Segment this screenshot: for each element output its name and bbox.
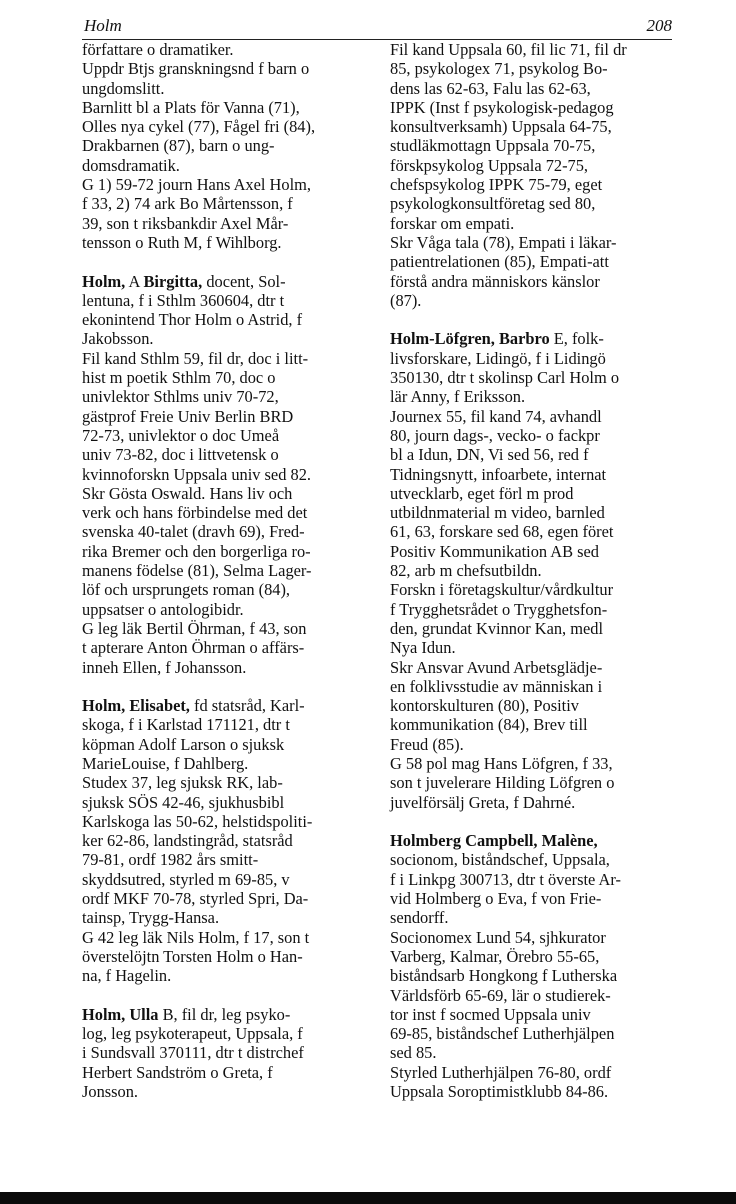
text-line xyxy=(390,908,690,927)
line-text: livsforskare, Lidingö, f i Lidingö xyxy=(390,348,606,368)
text-line xyxy=(390,503,690,522)
text-line xyxy=(82,407,382,426)
text-line xyxy=(390,484,690,503)
text-line xyxy=(82,1024,382,1043)
line-text: B, fil dr, leg psyko- xyxy=(158,1004,291,1024)
entry-separator xyxy=(390,812,690,831)
text-line xyxy=(82,928,382,947)
line-text: verk och hans förbindelse med det xyxy=(82,503,308,523)
line-text: Socionomex Lund 54, sjhkurator xyxy=(390,927,606,947)
line-text: tor inst f socmed Uppsala univ xyxy=(390,1004,591,1024)
text-line xyxy=(390,928,690,947)
text-line xyxy=(390,465,690,484)
line-text: (87). xyxy=(390,290,422,310)
line-text: i Sundsvall 370111, dtr t distrchef xyxy=(82,1043,304,1063)
text-line xyxy=(82,291,382,310)
line-text: kvinnoforskn Uppsala univ sed 82. xyxy=(82,464,311,484)
line-text: författare o dramatiker. xyxy=(82,40,234,59)
line-text: psykologkonsultföretag sed 80, xyxy=(390,194,596,214)
text-line xyxy=(82,1043,382,1062)
text-line xyxy=(82,484,382,503)
line-text: biståndsarb Hongkong f Lutherska xyxy=(390,966,618,986)
text-line xyxy=(390,850,690,869)
line-text: lentuna, f i Sthlm 360604, dtr t xyxy=(82,290,285,310)
line-text: Freud (85). xyxy=(390,734,464,754)
text-line xyxy=(390,136,690,155)
line-text: inneh Ellen, f Johansson. xyxy=(82,657,247,677)
text-line xyxy=(82,619,382,638)
running-header xyxy=(82,14,672,40)
line-text: na, f Hagelin. xyxy=(82,966,172,986)
text-line xyxy=(390,1043,690,1062)
line-text: Styrled Lutherhjälpen 76-80, ordf xyxy=(390,1062,612,1082)
text-line xyxy=(82,136,382,155)
line-text: ekonintend Thor Holm o Astrid, f xyxy=(82,310,303,330)
line-text: IPPK (Inst f psykologisk-pedagog xyxy=(390,97,614,117)
line-text: ungdomslitt. xyxy=(82,78,165,98)
text-line xyxy=(390,600,690,619)
entry-separator xyxy=(390,310,690,329)
line-text: hist m poetik Sthlm 70, doc o xyxy=(82,368,276,388)
text-line xyxy=(82,542,382,561)
line-text: förskpsykolog Uppsala 72-75, xyxy=(390,155,589,175)
line-text: bl a Idun, DN, Vi sed 56, red f xyxy=(390,445,589,465)
line-text: dens las 62-63, Falu las 62-63, xyxy=(390,78,591,98)
text-line xyxy=(82,156,382,175)
line-text: Uppsala Soroptimistklubb 84-86. xyxy=(390,1082,609,1102)
text-line xyxy=(390,349,690,368)
scan-bottom-edge xyxy=(0,1192,736,1204)
line-text: log, leg psykoterapeut, Uppsala, f xyxy=(82,1024,303,1044)
line-text: ordf MKF 70-78, styrled Spri, Da- xyxy=(82,889,309,909)
line-text: Fil kand Uppsala 60, fil lic 71, fil dr xyxy=(390,40,627,59)
line-text: patientrelationen (85), Empati-att xyxy=(390,252,609,272)
text-line xyxy=(82,465,382,484)
line-text: 80, journ dags-, vecko- o fackpr xyxy=(390,425,600,445)
text-line xyxy=(390,426,690,445)
text-line xyxy=(390,445,690,464)
text-line xyxy=(82,272,382,291)
line-text: förstå andra människors känslor xyxy=(390,271,600,291)
line-text: univlektor Sthlms univ 70-72, xyxy=(82,387,279,407)
line-text: t apterare Anton Öhrman o affärs- xyxy=(82,638,305,658)
text-line xyxy=(82,59,382,78)
line-text: lär Anny, f Eriksson. xyxy=(390,387,526,407)
text-line xyxy=(82,98,382,117)
text-line xyxy=(390,272,690,291)
line-text: son t juvelerare Hilding Löfgren o xyxy=(390,773,615,793)
line-text: Drakbarnen (87), barn o ung- xyxy=(82,136,275,156)
text-line xyxy=(82,1063,382,1082)
text-line xyxy=(390,715,690,734)
text-line xyxy=(390,658,690,677)
line-text: sed 85. xyxy=(390,1043,437,1063)
text-line xyxy=(82,850,382,869)
line-text: Forskn i företagskultur/vårdkultur xyxy=(390,580,614,600)
text-line xyxy=(82,426,382,445)
text-line xyxy=(390,59,690,78)
line-text: Skr Gösta Oswald. Hans liv och xyxy=(82,483,293,503)
line-text: juvelförsälj Greta, f Dahrné. xyxy=(390,792,576,812)
text-line xyxy=(390,1005,690,1024)
line-text: 72-73, univlektor o doc Umeå xyxy=(82,425,280,445)
line-text: 350130, dtr t skolinsp Carl Holm o xyxy=(390,368,620,388)
line-text: rika Bremer och den borgerliga ro- xyxy=(82,541,311,561)
line-text: gästprof Freie Univ Berlin BRD xyxy=(82,406,294,426)
text-line xyxy=(390,175,690,194)
line-text: A xyxy=(125,271,144,291)
text-line xyxy=(82,503,382,522)
line-text: en folklivsstudie av människan i xyxy=(390,676,603,696)
line-text: sendorff. xyxy=(390,908,449,928)
line-text: 69-85, biståndschef Lutherhjälpen xyxy=(390,1024,615,1044)
text-line xyxy=(390,696,690,715)
line-text: uppsatser o antologibidr. xyxy=(82,599,244,619)
text-line xyxy=(390,986,690,1005)
left-column xyxy=(82,40,382,1101)
line-text: Journex 55, fil kand 74, avhandl xyxy=(390,406,602,426)
line-text: överstelöjtn Torsten Holm o Han- xyxy=(82,946,303,966)
text-line xyxy=(82,387,382,406)
text-line xyxy=(390,966,690,985)
line-text: G 58 pol mag Hans Löfgren, f 33, xyxy=(390,753,613,773)
text-line xyxy=(82,368,382,387)
line-text: svenska 40-talet (dravh 69), Fred- xyxy=(82,522,305,542)
text-line xyxy=(82,561,382,580)
line-text: MarieLouise, f Dahlberg. xyxy=(82,753,249,773)
text-line xyxy=(82,1082,382,1101)
line-text: manens födelse (81), Selma Lager- xyxy=(82,561,312,581)
line-text: utvecklarb, eget förl m prod xyxy=(390,483,574,503)
text-line xyxy=(390,194,690,213)
text-line xyxy=(82,889,382,908)
text-line xyxy=(390,233,690,252)
text-line xyxy=(390,387,690,406)
line-text: Nya Idun. xyxy=(390,638,456,658)
text-line xyxy=(82,40,382,59)
right-column xyxy=(390,40,690,1101)
line-text: Studex 37, leg sjuksk RK, lab- xyxy=(82,773,283,793)
line-text: domsdramatik. xyxy=(82,155,180,175)
text-line xyxy=(390,735,690,754)
text-line xyxy=(82,600,382,619)
text-line xyxy=(82,233,382,252)
text-line xyxy=(82,1005,382,1024)
line-text: tainsp, Trygg-Hansa. xyxy=(82,908,220,928)
text-line xyxy=(390,793,690,812)
line-text: Världsförb 65-69, lär o studierek- xyxy=(390,985,611,1005)
text-line xyxy=(82,870,382,889)
line-text: 79-81, ordf 1982 års smitt- xyxy=(82,850,259,870)
text-line xyxy=(82,445,382,464)
text-line xyxy=(390,561,690,580)
line-text: Varberg, Kalmar, Örebro 55-65, xyxy=(390,946,600,966)
text-line xyxy=(390,677,690,696)
text-line xyxy=(390,831,690,850)
line-text: Herbert Sandström o Greta, f xyxy=(82,1062,273,1082)
text-line xyxy=(390,522,690,541)
line-text: Skr Ansvar Avund Arbetsglädje- xyxy=(390,657,603,677)
text-line xyxy=(82,908,382,927)
text-line xyxy=(82,329,382,348)
text-line xyxy=(82,793,382,812)
line-text: 39, son t riksbankdir Axel Mår- xyxy=(82,213,289,233)
text-line xyxy=(82,715,382,734)
text-line xyxy=(82,658,382,677)
text-line xyxy=(82,214,382,233)
text-line xyxy=(82,812,382,831)
text-line xyxy=(390,156,690,175)
line-text: löf och ursprungets roman (84), xyxy=(82,580,291,600)
text-line xyxy=(390,947,690,966)
text-line xyxy=(390,252,690,271)
text-line xyxy=(390,889,690,908)
text-line xyxy=(390,773,690,792)
line-text: fd statsråd, Karl- xyxy=(189,696,305,716)
line-text: den, grundat Kvinnor Kan, medl xyxy=(390,618,604,638)
line-text: G 1) 59-72 journ Hans Axel Holm, xyxy=(82,175,311,195)
line-text: Positiv Kommunikation AB sed xyxy=(390,541,599,561)
text-line xyxy=(390,619,690,638)
entry-name: Holm-Löfgren, Barbro xyxy=(390,329,550,349)
text-line xyxy=(82,117,382,136)
text-line xyxy=(390,407,690,426)
line-text: köpman Adolf Larson o sjuksk xyxy=(82,734,285,754)
line-text: forskar om empati. xyxy=(390,213,515,233)
line-text: f Trygghetsrådet o Trygghetsfon- xyxy=(390,599,608,619)
text-line xyxy=(82,947,382,966)
line-text: 82, arb m chefsutbildn. xyxy=(390,561,542,581)
line-text: Barnlitt bl a Plats för Vanna (71), xyxy=(82,97,300,117)
line-text: Jonsson. xyxy=(82,1082,139,1102)
line-text: G leg läk Bertil Öhrman, f 43, son xyxy=(82,618,307,638)
entry-name: Holm, xyxy=(82,271,126,291)
text-line xyxy=(390,638,690,657)
line-text: skoga, f i Karlstad 171121, dtr t xyxy=(82,715,290,735)
line-text: 61, 63, forskare sed 68, egen föret xyxy=(390,522,614,542)
entry-name: Holm, Ulla xyxy=(82,1004,159,1024)
text-line xyxy=(390,368,690,387)
line-text: socionom, biståndschef, Uppsala, xyxy=(390,850,610,870)
entry-name: Holm, Elisabet, xyxy=(82,696,190,716)
text-line xyxy=(390,40,690,59)
line-text: Uppdr Btjs granskningsnd f barn o xyxy=(82,59,310,79)
text-line xyxy=(82,696,382,715)
line-text: univ 73-82, doc i littvetensk o xyxy=(82,445,279,465)
text-line xyxy=(390,291,690,310)
text-line xyxy=(390,117,690,136)
line-text: Jakobsson. xyxy=(82,329,154,349)
text-line xyxy=(82,310,382,329)
line-text: tensson o Ruth M, f Wihlborg. xyxy=(82,232,282,252)
line-text: Karlskoga las 50-62, helstidspoliti- xyxy=(82,811,313,831)
text-line xyxy=(390,329,690,348)
text-line xyxy=(390,754,690,773)
text-line xyxy=(390,79,690,98)
line-text: studläkmottagn Uppsala 70-75, xyxy=(390,136,596,156)
text-line xyxy=(82,735,382,754)
text-line xyxy=(82,580,382,599)
text-line xyxy=(390,98,690,117)
line-text: 85, psykologex 71, psykolog Bo- xyxy=(390,59,608,79)
entry-separator xyxy=(82,252,382,271)
line-text: vid Holmberg o Eva, f von Frie- xyxy=(390,889,602,909)
text-line xyxy=(82,831,382,850)
line-text: G 42 leg läk Nils Holm, f 17, son t xyxy=(82,927,310,947)
text-line xyxy=(390,1024,690,1043)
text-line xyxy=(390,1082,690,1101)
line-text: Olles nya cykel (77), Fågel fri (84), xyxy=(82,117,316,137)
entry-name: Holmberg Campbell, Malène, xyxy=(390,831,598,851)
text-line xyxy=(390,580,690,599)
line-text: utbildnmaterial m video, barnled xyxy=(390,503,605,523)
line-text: kontorskulturen (80), Positiv xyxy=(390,696,579,716)
text-line xyxy=(390,1063,690,1082)
text-line xyxy=(82,194,382,213)
text-line xyxy=(82,966,382,985)
text-line xyxy=(82,773,382,792)
text-line xyxy=(390,542,690,561)
line-text: f 33, 2) 74 ark Bo Mårtensson, f xyxy=(82,194,293,214)
entry-separator xyxy=(82,677,382,696)
line-text: kommunikation (84), Brev till xyxy=(390,715,588,735)
text-line xyxy=(390,870,690,889)
line-text: sjuksk SÖS 42-46, sjukhusbibl xyxy=(82,792,285,812)
line-text: Tidningsnytt, infoarbete, internat xyxy=(390,464,607,484)
line-text: konsultverksamh) Uppsala 64-75, xyxy=(390,117,612,137)
line-text: chefspsykolog IPPK 75-79, eget xyxy=(390,175,603,195)
text-line xyxy=(82,754,382,773)
text-line xyxy=(390,214,690,233)
page-number: 208 xyxy=(646,16,672,35)
line-text: f i Linkpg 300713, dtr t överste Ar- xyxy=(390,869,621,889)
entry-name: Birgitta, xyxy=(143,271,203,291)
text-line xyxy=(82,175,382,194)
text-line xyxy=(82,349,382,368)
line-text: skyddsutred, styrled m 69-85, v xyxy=(82,869,290,889)
line-text: docent, Sol- xyxy=(202,271,286,291)
line-text: Skr Våga tala (78), Empati i läkar- xyxy=(390,232,617,252)
line-text: E, folk- xyxy=(549,329,604,349)
line-text: Fil kand Sthlm 59, fil dr, doc i litt- xyxy=(82,348,309,368)
text-line xyxy=(82,522,382,541)
line-text: ker 62-86, landstingråd, statsråd xyxy=(82,831,293,851)
entry-separator xyxy=(82,986,382,1005)
text-line xyxy=(82,79,382,98)
running-head-title: Holm xyxy=(84,16,122,35)
text-line xyxy=(82,638,382,657)
